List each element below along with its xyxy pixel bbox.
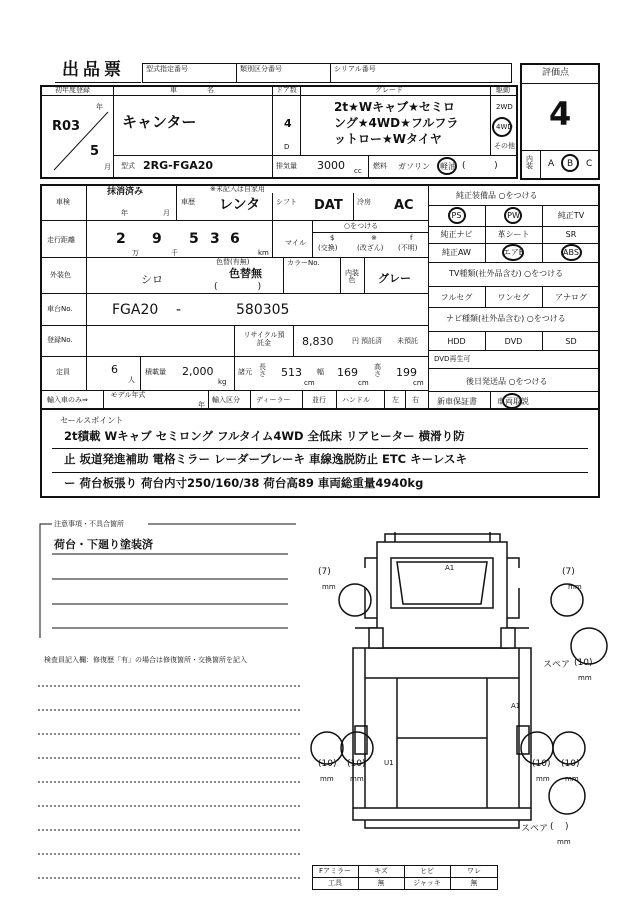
equip-abs-circle xyxy=(561,244,582,261)
equip-ps-circle xyxy=(448,207,466,224)
category-number-label: 類別区分番号 xyxy=(240,65,282,73)
grade-label: グレード xyxy=(375,86,403,94)
grade-line-3: ットロー★Wタイヤ xyxy=(334,132,442,146)
doors-value: 4 xyxy=(284,117,292,130)
import-label: 輸入車のみ⇒ xyxy=(47,396,88,404)
tire-front-right: (7) xyxy=(562,567,575,577)
sales-line-3: ー 荷台板張り 荷台内寸250/160/38 荷台高89 車両総重量4940kg xyxy=(64,476,424,490)
color-change-label: 色替(有無) xyxy=(216,258,250,266)
interior-grade-a: A xyxy=(548,159,555,169)
notes-label: 注意事項・不具合箇所 xyxy=(54,520,124,528)
navi-dvd: DVD xyxy=(504,337,523,346)
fuel-diesel: 軽油 xyxy=(440,162,456,171)
shift-label: シフト xyxy=(276,198,297,206)
equipment-title: 純正装備品 ○をつける xyxy=(456,191,538,200)
legend-row-1: 工具 xyxy=(328,879,342,887)
tire-rear-outer-right: (10) xyxy=(561,759,580,769)
tire-front-right-unit: mm xyxy=(568,583,582,591)
later-manual-circle xyxy=(502,393,522,409)
spare-unit-1: mm xyxy=(578,674,592,682)
serial-number-label: シリアル番号 xyxy=(334,65,376,73)
year-slash xyxy=(50,110,110,172)
mileage-digit-4: 3 xyxy=(210,231,220,247)
inspector-label: 検査員記入欄：修復歴「有」の場合は修復箇所・交換箇所を記入 xyxy=(44,656,247,664)
spare-label-1: スペア xyxy=(543,660,571,670)
tire-rear-inner-right: (10) xyxy=(532,759,551,769)
mile-label: マイル xyxy=(285,239,306,247)
meter-dollar: $ xyxy=(330,234,335,242)
color-no-label: カラーNo. xyxy=(287,259,320,267)
car-name-value: キャンター xyxy=(122,113,197,131)
mileage-digit-5: 6 xyxy=(230,231,240,247)
legend-row-2: 無 xyxy=(377,879,385,887)
mileage-label: 走行距離 xyxy=(47,236,75,244)
load-label: 積載量 xyxy=(145,368,166,376)
spare-value-2: ( ) xyxy=(550,822,569,832)
recycle-unit: 円 xyxy=(352,337,359,345)
navi-sd: SD xyxy=(565,337,577,346)
fuel-diesel-circle xyxy=(437,157,457,175)
height-value: 199 xyxy=(396,366,417,379)
ac-label: 冷房 xyxy=(357,198,371,206)
navi-title: ナビ種類(社外品含む) ○をつける xyxy=(446,314,566,323)
equip-pw: PW xyxy=(507,211,520,220)
legend-header-1: Fアミラー xyxy=(318,867,352,875)
damage-mark-a1-side: A1 xyxy=(511,702,521,710)
fuel-label: 燃料 xyxy=(373,162,387,170)
height-label: 高さ xyxy=(374,363,381,378)
notes-text: 荷台・下廻り塗装済 xyxy=(54,538,153,551)
inspection-year-unit: 年 xyxy=(121,209,128,217)
spare-label-2: スペア xyxy=(521,824,549,834)
load-value: 2,000 xyxy=(182,365,214,378)
chassis-label: 車台No. xyxy=(47,305,73,313)
dims-label: 諸元 xyxy=(238,368,252,376)
sales-line-2: 止 坂道発進補助 電格ミラー レーダーブレーキ 車線逸脱防止 ETC キーレスキ xyxy=(64,452,468,466)
drive-label: 駆動 xyxy=(496,86,510,94)
tire-rear-inner-left: (10) xyxy=(347,759,366,769)
chassis-number: 580305 xyxy=(236,302,290,318)
width-unit: cm xyxy=(358,379,369,387)
chassis-dash: - xyxy=(176,302,182,318)
truck-diagram xyxy=(305,528,615,870)
model-value: 2RG-FGA20 xyxy=(143,159,214,172)
capacity-unit: 人 xyxy=(128,376,135,384)
doors-label: ドア数 xyxy=(276,86,297,94)
interior-grade-b: B xyxy=(567,159,574,169)
handle-label: ハンドル xyxy=(342,396,370,404)
doors-unit: D xyxy=(284,143,290,151)
import-class-label: 輸入区分 xyxy=(212,396,240,404)
year-value: R03 xyxy=(52,119,81,134)
meter-tamper: (改ざん) xyxy=(357,244,384,252)
month-value: 5 xyxy=(90,144,100,159)
import-parallel: 並行 xyxy=(312,396,326,404)
handle-left: 左 xyxy=(392,396,399,404)
history-value: レンタ xyxy=(219,197,261,213)
exterior-value: シロ xyxy=(141,273,163,286)
equip-sr: SR xyxy=(565,230,577,239)
sales-line-1: 2t積載 Wキャブ セミロング フルタイム4WD 全低床 リアヒーター 横滑り防 xyxy=(64,429,465,443)
meter-note: ○をつける xyxy=(344,222,379,230)
legend-row-3: ジャッキ xyxy=(413,879,441,887)
damage-mark-u1: U1 xyxy=(384,759,394,767)
interior-grade-b-circle xyxy=(561,154,579,172)
tv-oneseg: ワンセグ xyxy=(497,293,530,302)
inspection-value: 抹消済み xyxy=(107,187,144,197)
equip-leather: 革シート xyxy=(497,230,530,239)
recycle-value: 8,830 xyxy=(302,335,334,348)
drive-4wd: 4WD xyxy=(496,123,513,131)
capacity-value: 6 xyxy=(111,363,118,376)
damage-mark-a1-top: A1 xyxy=(445,564,455,572)
tv-fullseg: フルセグ xyxy=(440,293,473,302)
history-label: 車歴 xyxy=(181,198,195,206)
year-unit: 年 xyxy=(96,103,103,111)
tire-rear-outer-left-unit: mm xyxy=(320,775,334,783)
tire-rear-outer-right-unit: mm xyxy=(565,775,579,783)
interior-label: 内装 xyxy=(526,155,533,170)
mileage-digit-1: 2 xyxy=(116,231,126,247)
drive-4wd-circle xyxy=(492,117,512,137)
page-title: 出品票 xyxy=(62,60,125,80)
equip-ps: PS xyxy=(451,211,462,220)
width-label: 幅 xyxy=(317,368,324,376)
meter-unknown: (不明) xyxy=(398,244,418,252)
mileage-unit-man: 万 xyxy=(132,249,139,257)
tv-title: TV種類(社外品含む) ○をつける xyxy=(449,269,564,278)
car-name-label: 車名 xyxy=(170,86,244,94)
model-label: 型式 xyxy=(121,162,135,170)
month-unit: 月 xyxy=(104,163,111,171)
mileage-unit-sen: 千 xyxy=(171,249,178,257)
width-value: 169 xyxy=(337,366,358,379)
recycle-label: リサイクル預託金 xyxy=(243,331,285,348)
meter-f: f xyxy=(410,234,413,242)
interior-color-label: 内装色 xyxy=(345,269,359,284)
fuel-paren: ( ) xyxy=(462,161,498,171)
model-year-label: モデル年式 xyxy=(110,391,146,399)
meter-exchange: (交換) xyxy=(318,244,338,252)
chassis-model: FGA20 xyxy=(112,302,159,318)
recycle-not-deposited: 未預託 xyxy=(397,337,418,345)
spare-value-1: (10) xyxy=(574,658,593,668)
interior-grade-c: C xyxy=(586,159,593,169)
title-underline xyxy=(55,82,141,83)
inspection-label: 車検 xyxy=(56,198,70,206)
interior-color-value: グレー xyxy=(378,272,411,285)
dvd-play-label: DVD再生可 xyxy=(434,355,471,363)
equip-tv: 純正TV xyxy=(557,211,585,220)
grade-line-1: 2t★Wキャブ★セミロ xyxy=(334,100,455,114)
later-warranty: 新車保証書 xyxy=(437,397,477,406)
height-unit: cm xyxy=(413,379,424,387)
spare-unit-2: mm xyxy=(557,838,571,846)
load-unit: kg xyxy=(218,378,227,386)
equip-pw-circle xyxy=(504,207,522,224)
legend-row-4: 無 xyxy=(470,879,478,887)
legend-header-3: ヒビ xyxy=(420,867,434,875)
length-value: 513 xyxy=(281,366,302,379)
meter-star: ※ xyxy=(371,234,377,242)
tire-rear-inner-left-unit: mm xyxy=(350,775,364,783)
tire-front-left: (7) xyxy=(318,567,331,577)
inspection-month-unit: 月 xyxy=(163,209,170,217)
drive-2wd: 2WD xyxy=(496,103,513,111)
model-year-unit: 年 xyxy=(198,401,205,409)
model-designation-label: 型式指定番号 xyxy=(146,65,188,73)
later-title: 後日発送品 ○をつける xyxy=(466,377,548,386)
color-change-paren: ( ) xyxy=(214,282,262,292)
shift-value: DAT xyxy=(314,198,343,213)
color-change-value: 色替無 xyxy=(229,267,262,280)
score-value: 4 xyxy=(549,95,572,133)
ac-value: AC xyxy=(394,198,414,213)
equip-aw: 純正AW xyxy=(442,248,471,257)
tire-front-left-unit: mm xyxy=(322,583,336,591)
later-manual: 車両取説 xyxy=(497,397,529,406)
mileage-digit-2: 9 xyxy=(152,231,162,247)
fuel-gasoline: ガソリン xyxy=(398,162,430,171)
tire-rear-outer-left: (10) xyxy=(318,759,337,769)
length-unit: cm xyxy=(304,379,315,387)
year-label: 初年度登録 xyxy=(55,86,90,94)
handle-right: 右 xyxy=(412,396,419,404)
displacement-unit: cc xyxy=(354,167,362,175)
length-label: 長さ xyxy=(259,363,266,378)
id-fields-box xyxy=(142,63,512,83)
inspector-lines xyxy=(38,680,302,890)
equip-navi: 純正ナビ xyxy=(440,230,473,239)
equip-abs: ABS xyxy=(563,248,579,257)
exterior-label: 外装色 xyxy=(50,271,71,279)
tire-rear-inner-right-unit: mm xyxy=(536,775,550,783)
capacity-label: 定員 xyxy=(56,368,70,376)
displacement-value: 3000 xyxy=(317,159,345,172)
equip-airbag: エアB xyxy=(502,248,525,257)
mileage-unit-km: km xyxy=(258,249,269,257)
tv-analog: アナログ xyxy=(555,293,587,302)
history-note: ※未記入は自家用 xyxy=(210,185,265,193)
import-dealer: ディーラー xyxy=(256,396,291,404)
navi-hdd: HDD xyxy=(447,337,466,346)
score-label: 評価点 xyxy=(542,68,570,78)
legend-header-4: ワレ xyxy=(467,867,481,875)
recycle-deposited: 預託済 xyxy=(361,337,382,345)
grade-line-2: ング★4WD★フルフラ xyxy=(334,116,459,130)
sales-points-label: セールスポイント xyxy=(60,416,124,425)
drive-other: その他 xyxy=(494,142,515,150)
legend-header-2: キズ xyxy=(374,867,388,875)
mileage-digit-3: 5 xyxy=(189,231,199,247)
displacement-label: 排気量 xyxy=(276,162,297,170)
equip-airbag-circle xyxy=(502,244,524,261)
register-label: 登録No. xyxy=(47,336,73,344)
